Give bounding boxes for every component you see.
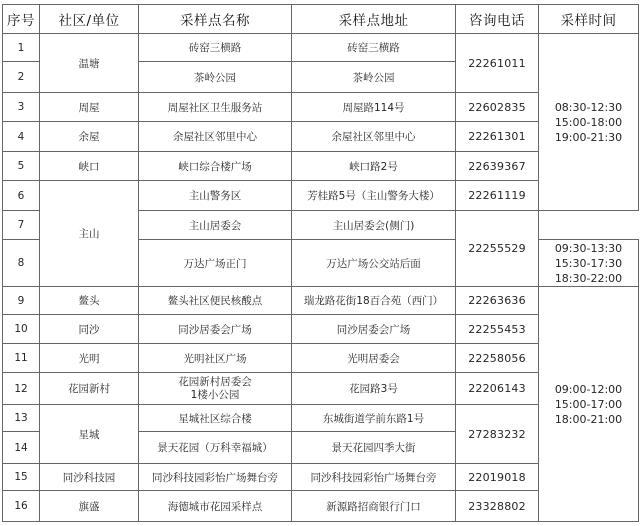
phone-cell: 22639367 <box>456 152 539 181</box>
community-cell: 温塘 <box>40 34 139 93</box>
header-row <box>3 5 639 34</box>
site-cell: 光明社区广场 <box>139 344 292 373</box>
community-cell: 光明 <box>40 344 139 373</box>
time-line: 15:00-18:00 <box>554 115 623 129</box>
address-cell: 同沙科技园彩怡广场舞台旁 <box>292 464 456 491</box>
site-line: 花园新村居委会 <box>178 375 252 388</box>
header-site: 采样点名称 <box>139 5 292 34</box>
header-no: 序号 <box>3 5 40 34</box>
row-no: 14 <box>3 432 40 464</box>
time-cell-group2 <box>539 240 639 287</box>
community-cell: 主山 <box>40 181 139 287</box>
address-cell: 瑞龙路花街18百合苑（西门） <box>292 287 456 315</box>
community-cell: 花园新村 <box>40 373 139 405</box>
community-cell: 星城 <box>40 405 139 464</box>
row-no: 15 <box>3 464 40 491</box>
row-no: 7 <box>3 211 40 240</box>
site-cell: 鳌头社区便民核酸点 <box>139 287 292 315</box>
community-cell: 鳌头 <box>40 287 139 315</box>
row-no: 10 <box>3 315 40 344</box>
site-cell: 万达广场正门 <box>139 240 292 287</box>
address-cell: 东城街道学前东路1号 <box>292 405 456 432</box>
row-no: 13 <box>3 405 40 432</box>
row-no: 3 <box>3 93 40 122</box>
row-no: 16 <box>3 491 40 522</box>
site-cell: 峡口综合楼广场 <box>139 152 292 181</box>
site-cell: 景天花园（万科幸福城） <box>139 432 292 464</box>
site-cell: 星城社区综合楼 <box>139 405 292 432</box>
header-address: 采样点地址 <box>292 5 456 34</box>
time-line: 18:00-21:00 <box>554 412 623 426</box>
community-cell: 周屋 <box>40 93 139 122</box>
address-cell: 光明居委会 <box>292 344 456 373</box>
address-cell: 万达广场公交站后面 <box>292 240 456 287</box>
row-no: 5 <box>3 152 40 181</box>
time-line: 19:00-21:30 <box>554 130 623 144</box>
time-line: 09:30-13:30 <box>554 241 623 255</box>
address-cell: 同沙居委会广场 <box>292 315 456 344</box>
site-cell: 海德城市花园采样点 <box>139 491 292 522</box>
time-cell-group1 <box>539 34 639 211</box>
site-cell: 同沙科技园彩怡广场舞台旁 <box>139 464 292 491</box>
community-cell: 同沙科技园 <box>40 464 139 491</box>
time-line: 08:30-12:30 <box>554 100 623 114</box>
row-no: 8 <box>3 240 40 287</box>
header-phone: 咨询电话 <box>456 5 539 34</box>
address-cell: 新源路招商银行门口 <box>292 491 456 522</box>
community-cell: 同沙 <box>40 315 139 344</box>
address-cell: 周屋路114号 <box>292 93 456 122</box>
address-cell: 花园路3号 <box>292 373 456 405</box>
site-cell: 周屋社区卫生服务站 <box>139 93 292 122</box>
phone-cell: 22258056 <box>456 344 539 373</box>
address-cell: 余屋社区邻里中心 <box>292 122 456 152</box>
sampling-sites-table <box>2 4 639 522</box>
phone-cell: 22255453 <box>456 315 539 344</box>
phone-cell: 27283232 <box>456 405 539 464</box>
address-cell: 景天花园四季大街 <box>292 432 456 464</box>
community-cell: 余屋 <box>40 122 139 152</box>
row-no: 6 <box>3 181 40 211</box>
row-no: 1 <box>3 34 40 62</box>
phone-cell: 22261011 <box>456 34 539 93</box>
phone-cell: 22255529 <box>456 211 539 287</box>
phone-cell: 22261301 <box>456 122 539 152</box>
phone-cell: 22261119 <box>456 181 539 211</box>
site-cell: 同沙居委会广场 <box>139 315 292 344</box>
row-no: 11 <box>3 344 40 373</box>
address-cell: 峡口路2号 <box>292 152 456 181</box>
site-cell <box>139 373 292 405</box>
row-no: 12 <box>3 373 40 405</box>
community-cell: 旗盛 <box>40 491 139 522</box>
address-cell: 芳桂路5号（主山警务大楼） <box>292 181 456 211</box>
address-cell: 砖窑三横路 <box>292 34 456 62</box>
table-row <box>3 287 639 315</box>
phone-cell: 22206143 <box>456 373 539 405</box>
phone-cell: 23328802 <box>456 491 539 522</box>
site-cell: 茶岭公园 <box>139 62 292 93</box>
row-no: 2 <box>3 62 40 93</box>
time-cell-group3 <box>539 287 639 522</box>
row-no: 4 <box>3 122 40 152</box>
phone-cell: 22602835 <box>456 93 539 122</box>
phone-cell: 22263636 <box>456 287 539 315</box>
site-cell: 主山居委会 <box>139 211 292 240</box>
header-time: 采样时间 <box>539 5 639 34</box>
site-line: 1楼小公园 <box>190 388 240 401</box>
phone-cell: 22019018 <box>456 464 539 491</box>
time-line: 15:30-17:30 <box>554 256 623 270</box>
site-cell: 砖窑三横路 <box>139 34 292 62</box>
row-no: 9 <box>3 287 40 315</box>
time-line: 15:00-17:00 <box>554 397 623 411</box>
address-cell: 主山居委会(侧门) <box>292 211 456 240</box>
community-cell: 峡口 <box>40 152 139 181</box>
header-community: 社区/单位 <box>40 5 139 34</box>
site-cell: 余屋社区邻里中心 <box>139 122 292 152</box>
time-line: 18:30-22:00 <box>554 271 623 285</box>
table-row <box>3 34 639 62</box>
address-cell: 茶岭公园 <box>292 62 456 93</box>
site-cell: 主山警务区 <box>139 181 292 211</box>
time-line: 09:00-12:00 <box>554 382 623 396</box>
